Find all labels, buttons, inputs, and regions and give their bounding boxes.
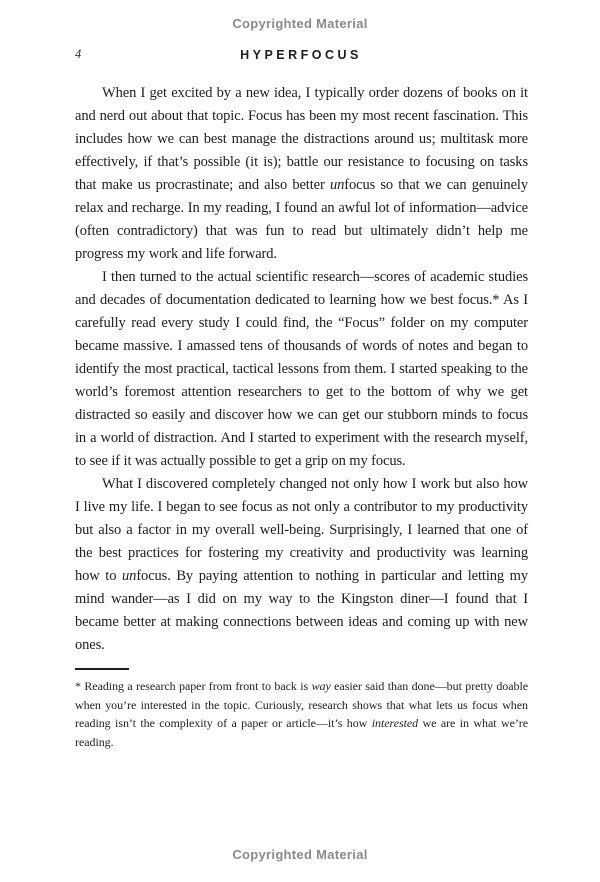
- body-paragraph: What I discovered completely changed not only how I work but also how I live my life. I began to see focus as not only a contributor to my productivity but also a factor in my overall well-being. Surprisingly, I learned that one of the best practices for fostering my creativity and productivity was learning how to unfocus. By paying attention to nothing in particular and letting my mind wander—as I did on my way to the Kingston diner—I found that I became better at making connections between ideas and coming up with new ones.: [75, 476, 528, 653]
- book-title-header: HYPERFOCUS: [240, 48, 362, 62]
- page-number: 4: [75, 47, 82, 61]
- footnote-divider: [75, 668, 129, 670]
- running-head: [75, 46, 527, 62]
- body-text: [75, 82, 528, 657]
- copyright-notice-bottom: Copyrighted Material: [232, 847, 368, 862]
- page-content: [75, 82, 528, 751]
- footnote-text: * Reading a research paper from front to back is way easier said than done—but pretty doable when you’re interested in the topic. Curiously, research shows that what lets us focus when reading isn’t the complexity of a paper or article—it’s how interested we are in what we’re reading.: [75, 679, 529, 749]
- italic-emphasis: interested: [371, 716, 419, 730]
- body-paragraph: When I get excited by a new idea, I typically order dozens of books on it and nerd out about that topic. Focus has been my most recent fascination. This includes how we can best manage the distractions around us; multitask more effectively, if that’s possible (it is); battle our resistance to focusing on tasks that make us procrastinate; and also better unfocus so that we can genuinely relax and recharge. In my reading, I found an awful lot of information—advice (often contradictory) that was fun to read but ultimately didn’t help me progress my work and life forward.: [75, 85, 528, 262]
- italic-emphasis: way: [311, 679, 331, 693]
- body-paragraph: I then turned to the actual scientific research—scores of academic studies and decades of documentation dedicated to learning how we best focus.* As I carefully read every study I could find, the “Focus” folder on my computer became massive. I amassed tens of thousands of words of notes and began to identify the most practical, tactical lessons from them. I started speaking to the world’s foremost attention researchers to get to the bottom of why we get distracted so easily and discover how we can get our stubborn minds to focus in a world of distraction. And I started to experiment with the research myself, to see if it was actually possible to get a grip on my focus.: [75, 269, 528, 469]
- italic-emphasis: un: [122, 568, 137, 584]
- copyright-notice-top: Copyrighted Material: [232, 16, 368, 31]
- italic-emphasis: un: [329, 177, 345, 193]
